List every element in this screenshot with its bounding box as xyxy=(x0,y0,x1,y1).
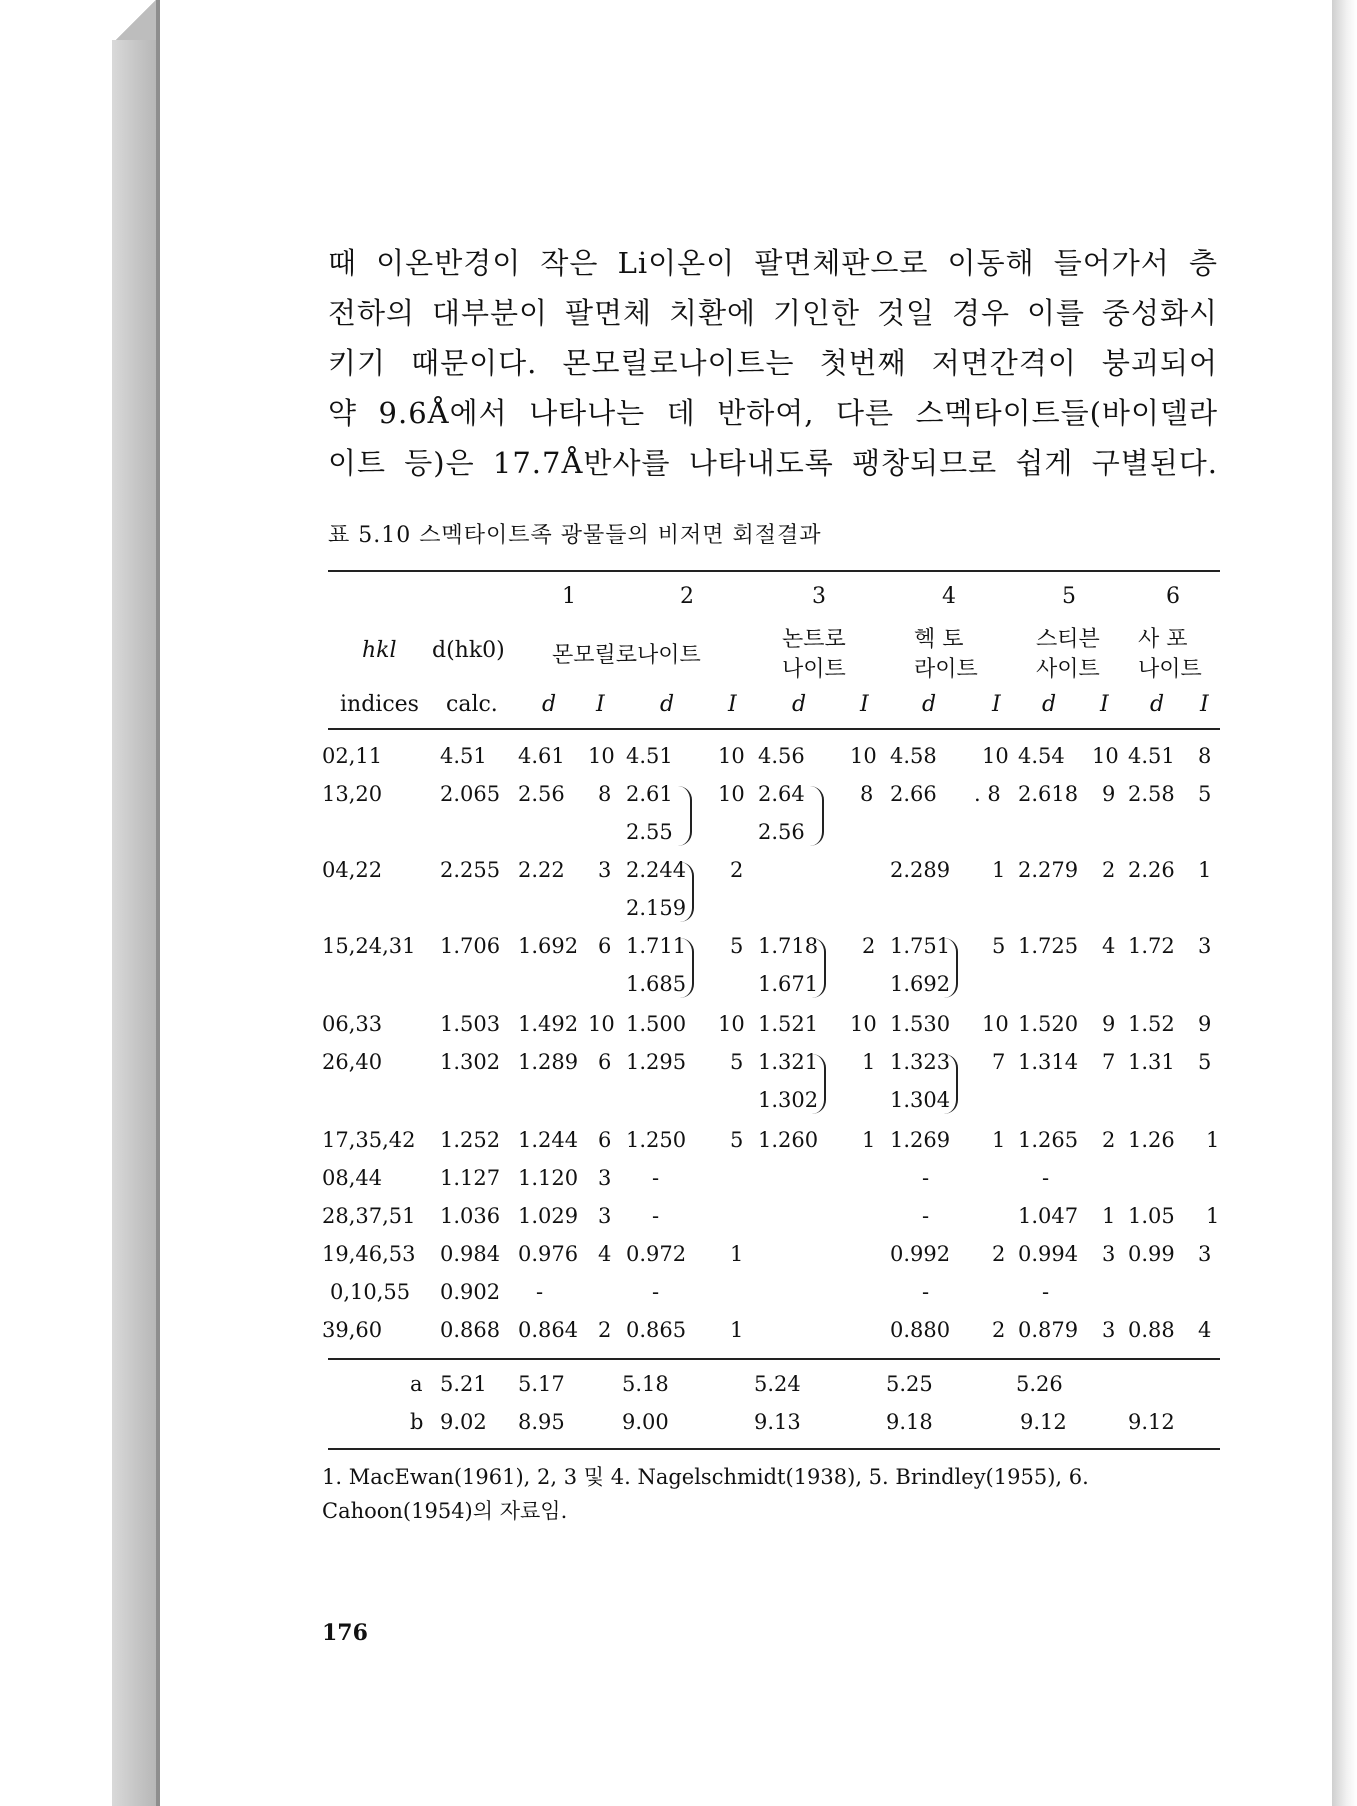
cell-d1: 1.492 xyxy=(518,1012,579,1036)
cell-hkl: 19,46,53 xyxy=(322,1242,416,1266)
cell-i6: 1 xyxy=(1206,1204,1220,1228)
cell-d1: 0.864 xyxy=(518,1318,579,1342)
cell-d5: - xyxy=(1042,1280,1050,1304)
cell-d6: 1.72 xyxy=(1128,934,1175,958)
cell-i1: 3 xyxy=(598,858,612,882)
cell-d4: 0.992 xyxy=(890,1242,951,1266)
cell-i6: 9 xyxy=(1198,1012,1212,1036)
cell-calc: 1.503 xyxy=(440,1012,501,1036)
head-d: d xyxy=(660,692,675,717)
head-hectorite-1: 헥 토 xyxy=(914,627,964,652)
head-saponite-1: 사 포 xyxy=(1138,627,1188,652)
cell-d3: 2.64 xyxy=(758,782,805,806)
head-stevensite-2: 사이트 xyxy=(1036,657,1100,682)
cell-i5: 3 xyxy=(1102,1242,1116,1266)
cell-d2: 4.51 xyxy=(626,744,673,768)
cell-i1: 4 xyxy=(598,1242,612,1266)
head-hkl: hkl xyxy=(362,638,397,663)
col-number-1: 1 xyxy=(562,584,576,609)
param-v1: 5.17 xyxy=(518,1372,565,1396)
cell-d6: 2.58 xyxy=(1128,782,1175,806)
cell-hkl: 39,60 xyxy=(322,1318,383,1342)
cell-d2: 0.865 xyxy=(626,1318,687,1342)
cell-d4: 1.751 xyxy=(890,934,951,958)
cell-i2: 1 xyxy=(730,1318,744,1342)
cell-i3: 10 xyxy=(850,744,877,768)
cell-i4: 2 xyxy=(992,1318,1006,1342)
param-v5: 9.12 xyxy=(1020,1410,1067,1434)
cell-i4: 10 xyxy=(982,1012,1009,1036)
cell-d2: 0.972 xyxy=(626,1242,687,1266)
head-I: I xyxy=(1200,692,1209,717)
param-v5: 5.26 xyxy=(1016,1372,1063,1396)
cell-d4: 4.58 xyxy=(890,744,937,768)
cell-i1: 6 xyxy=(598,1050,612,1074)
cell-d5: - xyxy=(1042,1166,1050,1190)
head-calc: calc. xyxy=(446,692,498,717)
cell-i4: 10 xyxy=(982,744,1009,768)
cell-hkl: 15,24,31 xyxy=(322,934,416,958)
cell-d5: 2.618 xyxy=(1018,782,1079,806)
paragraph-line: 전하의 대부분이 팔면체 치환에 기인한 것일 경우 이를 중성화시 xyxy=(328,296,1218,330)
grouping-brace xyxy=(678,786,692,846)
cell-i1: 6 xyxy=(598,934,612,958)
cell-i1: 6 xyxy=(598,1128,612,1152)
cell-d1: 2.22 xyxy=(518,858,565,882)
cell-d1: 1.692 xyxy=(518,934,579,958)
cell-calc: 1.127 xyxy=(440,1166,501,1190)
cell-i2: 2 xyxy=(730,858,744,882)
cell-d2: - xyxy=(652,1166,660,1190)
grouping-brace xyxy=(680,862,694,922)
cell-i5: 2 xyxy=(1102,858,1116,882)
cell-d4: - xyxy=(922,1204,930,1228)
cell-d3: 1.321 xyxy=(758,1050,819,1074)
table-caption: 표 5.10 스멕타이트족 광물들의 비저면 회절결과 xyxy=(328,523,822,548)
table-body-rule xyxy=(328,1358,1220,1360)
param-label: a xyxy=(410,1372,423,1396)
head-d: d xyxy=(1042,692,1057,717)
cell-i2: 10 xyxy=(718,782,745,806)
cell-i3: 10 xyxy=(850,1012,877,1036)
cell-d4-alt: 1.304 xyxy=(890,1088,951,1112)
cell-i2: 5 xyxy=(730,934,744,958)
cell-d4: 1.269 xyxy=(890,1128,951,1152)
cell-i1: 3 xyxy=(598,1204,612,1228)
cell-calc: 2.255 xyxy=(440,858,501,882)
cell-d5: 1.520 xyxy=(1018,1012,1079,1036)
cell-i4: 1 xyxy=(992,858,1006,882)
cell-d1: - xyxy=(536,1280,544,1304)
cell-d1: 4.61 xyxy=(518,744,565,768)
cell-d5: 2.279 xyxy=(1018,858,1079,882)
cell-i4: . 8 xyxy=(974,782,1001,806)
body-paragraph xyxy=(328,238,1218,488)
cell-hkl: 06,33 xyxy=(322,1012,383,1036)
cell-i1: 10 xyxy=(588,744,615,768)
head-I: I xyxy=(860,692,869,717)
cell-d5: 1.314 xyxy=(1018,1050,1079,1074)
cell-i3: 1 xyxy=(862,1050,876,1074)
cell-d6: 1.05 xyxy=(1128,1204,1175,1228)
head-d: d xyxy=(792,692,807,717)
paragraph-line: 이트 등)은 17.7Å반사를 나타내도록 팽창되므로 쉽게 구별된다. xyxy=(328,446,1218,480)
head-d: d xyxy=(1150,692,1165,717)
col-number-3: 3 xyxy=(812,584,826,609)
cell-i1: 8 xyxy=(598,782,612,806)
cell-d1: 1.244 xyxy=(518,1128,579,1152)
head-nontronite-2: 나이트 xyxy=(782,657,846,682)
head-I: I xyxy=(728,692,737,717)
cell-d3: 1.521 xyxy=(758,1012,819,1036)
page-number: 176 xyxy=(322,1620,368,1646)
head-d: d xyxy=(542,692,557,717)
col-number-2: 2 xyxy=(680,584,694,609)
cell-d4: 2.66 xyxy=(890,782,937,806)
cell-hkl: 08,44 xyxy=(322,1166,383,1190)
cell-calc: 1.036 xyxy=(440,1204,501,1228)
cell-i5: 10 xyxy=(1092,744,1119,768)
cell-d2: - xyxy=(652,1280,660,1304)
cell-d5: 1.725 xyxy=(1018,934,1079,958)
grouping-brace xyxy=(944,938,958,998)
cell-d6: 0.99 xyxy=(1128,1242,1175,1266)
head-stevensite-1: 스티븐 xyxy=(1036,627,1100,652)
table-top-rule xyxy=(328,570,1220,572)
cell-hkl: 0,10,55 xyxy=(330,1280,411,1304)
page-edge-shadow xyxy=(1332,0,1357,1806)
cell-d2-alt: 1.685 xyxy=(626,972,687,996)
cell-d6: 2.26 xyxy=(1128,858,1175,882)
cell-i6: 3 xyxy=(1198,1242,1212,1266)
cell-i6: 1 xyxy=(1206,1128,1220,1152)
cell-d1: 1.289 xyxy=(518,1050,579,1074)
cell-i3: 8 xyxy=(860,782,874,806)
param-v4: 5.25 xyxy=(886,1372,933,1396)
cell-d1: 0.976 xyxy=(518,1242,579,1266)
cell-d5: 1.265 xyxy=(1018,1128,1079,1152)
head-saponite-2: 나이트 xyxy=(1138,657,1202,682)
grouping-brace xyxy=(810,786,824,846)
cell-d6: 1.31 xyxy=(1128,1050,1175,1074)
cell-calc: 0.868 xyxy=(440,1318,501,1342)
cell-d2: - xyxy=(652,1204,660,1228)
head-I: I xyxy=(992,692,1001,717)
head-dhk0: d(hk0) xyxy=(432,638,505,663)
grouping-brace xyxy=(812,1054,826,1114)
cell-d3-alt: 2.56 xyxy=(758,820,805,844)
cell-d1: 1.029 xyxy=(518,1204,579,1228)
cell-i3: 2 xyxy=(862,934,876,958)
head-nontronite-1: 논트로 xyxy=(782,627,846,652)
param-v3: 9.13 xyxy=(754,1410,801,1434)
cell-hkl: 13,20 xyxy=(322,782,383,806)
cell-calc: 1.302 xyxy=(440,1050,501,1074)
table-footnote xyxy=(322,1460,1222,1528)
cell-d3-alt: 1.302 xyxy=(758,1088,819,1112)
cell-i5: 3 xyxy=(1102,1318,1116,1342)
cell-d2: 1.711 xyxy=(626,934,687,958)
cell-d6: 4.51 xyxy=(1128,744,1175,768)
cell-i2: 5 xyxy=(730,1128,744,1152)
cell-i6: 3 xyxy=(1198,934,1212,958)
cell-d4: 0.880 xyxy=(890,1318,951,1342)
cell-d1: 1.120 xyxy=(518,1166,579,1190)
cell-d2-alt: 2.159 xyxy=(626,896,687,920)
grouping-brace xyxy=(944,1054,958,1114)
cell-d4: - xyxy=(922,1280,930,1304)
head-d: d xyxy=(922,692,937,717)
col-number-4: 4 xyxy=(942,584,956,609)
cell-calc: 2.065 xyxy=(440,782,501,806)
cell-d6: 0.88 xyxy=(1128,1318,1175,1342)
cell-d4: 1.323 xyxy=(890,1050,951,1074)
footnote-line: 1. MacEwan(1961), 2, 3 및 4. Nagelschmidt(1938), 5. Brindley(1955), 6. xyxy=(322,1465,1089,1489)
book-corner xyxy=(112,0,160,40)
cell-i5: 9 xyxy=(1102,782,1116,806)
param-v4: 9.18 xyxy=(886,1410,933,1434)
cell-hkl: 17,35,42 xyxy=(322,1128,416,1152)
cell-i1: 3 xyxy=(598,1166,612,1190)
cell-i1: 2 xyxy=(598,1318,612,1342)
cell-d3: 1.718 xyxy=(758,934,819,958)
cell-d3-alt: 1.671 xyxy=(758,972,819,996)
cell-d2: 1.250 xyxy=(626,1128,687,1152)
cell-i4: 2 xyxy=(992,1242,1006,1266)
cell-d4: 1.530 xyxy=(890,1012,951,1036)
cell-d4-alt: 1.692 xyxy=(890,972,951,996)
table-header-rule xyxy=(328,728,1220,730)
col-number-6: 6 xyxy=(1166,584,1180,609)
cell-calc: 1.706 xyxy=(440,934,501,958)
cell-hkl: 26,40 xyxy=(322,1050,383,1074)
cell-i2: 10 xyxy=(718,744,745,768)
cell-d2: 2.61 xyxy=(626,782,673,806)
cell-i5: 9 xyxy=(1102,1012,1116,1036)
cell-d3: 4.56 xyxy=(758,744,805,768)
cell-hkl: 28,37,51 xyxy=(322,1204,416,1228)
cell-i6: 5 xyxy=(1198,782,1212,806)
cell-d5: 1.047 xyxy=(1018,1204,1079,1228)
cell-d5: 4.54 xyxy=(1018,744,1065,768)
cell-calc: 0.902 xyxy=(440,1280,501,1304)
cell-i3: 1 xyxy=(862,1128,876,1152)
cell-i2: 1 xyxy=(730,1242,744,1266)
cell-hkl: 02,11 xyxy=(322,744,383,768)
grouping-brace xyxy=(680,938,694,998)
cell-d2: 1.295 xyxy=(626,1050,687,1074)
paragraph-line: 키기 때문이다. 몬모릴로나이트는 첫번째 저면간격이 붕괴되어 xyxy=(328,346,1218,380)
table-bottom-rule xyxy=(328,1448,1220,1450)
cell-d2-alt: 2.55 xyxy=(626,820,673,844)
head-indices: indices xyxy=(340,692,419,717)
cell-i6: 1 xyxy=(1198,858,1212,882)
cell-d1: 2.56 xyxy=(518,782,565,806)
cell-calc: 4.51 xyxy=(440,744,487,768)
cell-i6: 8 xyxy=(1198,744,1212,768)
head-montmorillonite: 몬모릴로나이트 xyxy=(552,643,701,668)
param-calc: 5.21 xyxy=(440,1372,487,1396)
col-number-5: 5 xyxy=(1062,584,1076,609)
cell-i2: 5 xyxy=(730,1050,744,1074)
param-v6: 9.12 xyxy=(1128,1410,1175,1434)
cell-i5: 2 xyxy=(1102,1128,1116,1152)
head-I: I xyxy=(596,692,605,717)
param-v2: 9.00 xyxy=(622,1410,669,1434)
cell-i6: 4 xyxy=(1198,1318,1212,1342)
cell-d4: - xyxy=(922,1166,930,1190)
cell-calc: 1.252 xyxy=(440,1128,501,1152)
cell-i4: 7 xyxy=(992,1050,1006,1074)
cell-i1: 10 xyxy=(588,1012,615,1036)
paragraph-line: 약 9.6Å에서 나타나는 데 반하여, 다른 스멕타이트들(바이델라 xyxy=(328,396,1218,430)
cell-i5: 7 xyxy=(1102,1050,1116,1074)
book-spine xyxy=(112,0,160,1806)
param-calc: 9.02 xyxy=(440,1410,487,1434)
cell-i5: 1 xyxy=(1102,1204,1116,1228)
param-v2: 5.18 xyxy=(622,1372,669,1396)
param-v1: 8.95 xyxy=(518,1410,565,1434)
cell-d5: 0.879 xyxy=(1018,1318,1079,1342)
cell-d2: 1.500 xyxy=(626,1012,687,1036)
cell-d2: 2.244 xyxy=(626,858,687,882)
cell-i2: 10 xyxy=(718,1012,745,1036)
head-hectorite-2: 라이트 xyxy=(914,657,978,682)
cell-i4: 5 xyxy=(992,934,1006,958)
cell-d6: 1.52 xyxy=(1128,1012,1175,1036)
cell-d6: 1.26 xyxy=(1128,1128,1175,1152)
cell-d3: 1.260 xyxy=(758,1128,819,1152)
footnote-line: Cahoon(1954)의 자료임. xyxy=(322,1499,568,1523)
cell-d4: 2.289 xyxy=(890,858,951,882)
cell-calc: 0.984 xyxy=(440,1242,501,1266)
cell-d5: 0.994 xyxy=(1018,1242,1079,1266)
cell-i6: 5 xyxy=(1198,1050,1212,1074)
param-v3: 5.24 xyxy=(754,1372,801,1396)
cell-i5: 4 xyxy=(1102,934,1116,958)
head-I: I xyxy=(1100,692,1109,717)
paragraph-line: 때 이온반경이 작은 Li이온이 팔면체판으로 이동해 들어가서 층 xyxy=(328,246,1218,280)
grouping-brace xyxy=(812,938,826,998)
cell-i4: 1 xyxy=(992,1128,1006,1152)
cell-hkl: 04,22 xyxy=(322,858,383,882)
param-label: b xyxy=(410,1410,424,1434)
